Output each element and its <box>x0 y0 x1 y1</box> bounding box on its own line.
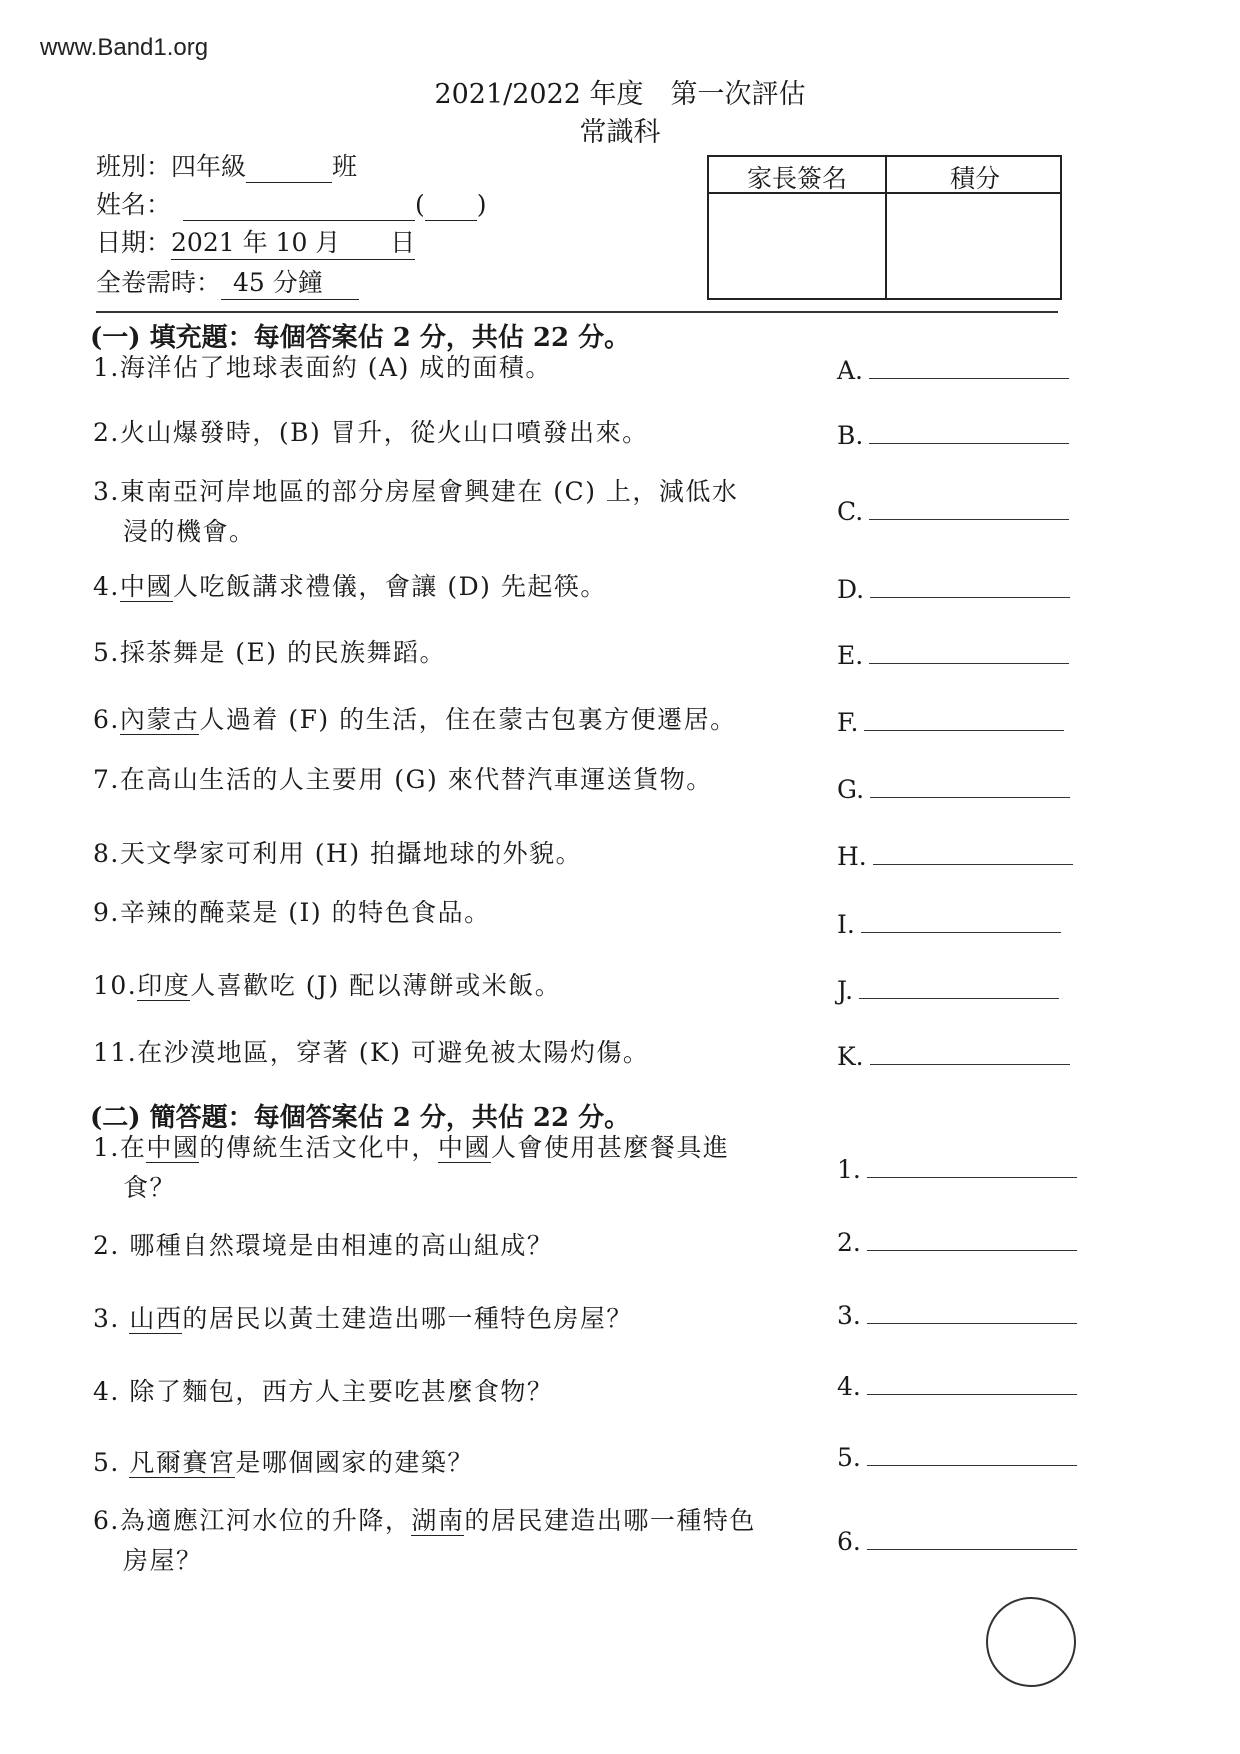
short-question-4: 4. 除了麵包，西方人主要吃甚麼食物？ <box>93 1377 554 1406</box>
fill-question-8: 8.天文學家可利用 (H) 拍攝地球的外貌。 <box>93 839 583 868</box>
score-circle <box>986 1597 1076 1687</box>
subject-title: 常識科 <box>579 117 661 148</box>
name-blank[interactable] <box>183 190 415 221</box>
answer-blank-6[interactable]: 6. <box>837 1527 1077 1556</box>
answer-blank-c[interactable]: C. <box>837 497 1069 526</box>
fill-question-5: 5.採茶舞是 (E) 的民族舞蹈。 <box>93 638 447 667</box>
class-row <box>96 147 357 183</box>
answer-blank-3[interactable]: 3. <box>837 1301 1077 1330</box>
section2-heading: (二) 簡答題：每個答案佔 2 分，共佔 22 分。 <box>90 1103 631 1133</box>
class-number-blank[interactable] <box>425 190 477 221</box>
section1-heading: (一) 填充題：每個答案佔 2 分，共佔 22 分。 <box>90 323 631 353</box>
watermark: www.Band1.org <box>40 34 209 61</box>
answer-blank-4[interactable]: 4. <box>837 1372 1077 1401</box>
name-paren-close: ) <box>476 190 487 219</box>
name-paren-open: ( <box>415 190 425 219</box>
fill-question-3: 3.東南亞河岸地區的部分房屋會興建在 (C) 上，減低水 浸的機會。 <box>93 477 739 546</box>
fill-question-7: 7.在高山生活的人主要用 (G) 來代替汽車運送貨物。 <box>93 765 713 794</box>
short-question-1: 1.在中國的傳統生活文化中，中國人會使用甚麼餐具進 食？ <box>93 1133 730 1202</box>
answer-blank-g[interactable]: G. <box>837 775 1070 804</box>
name-label: 姓名： <box>96 190 172 219</box>
answer-blank-i[interactable]: I. <box>837 910 1061 939</box>
fill-question-2: 2.火山爆發時，(B) 冒升，從火山口噴發出來。 <box>93 418 649 447</box>
date-row <box>96 223 415 260</box>
answer-blank-a[interactable]: A. <box>837 356 1069 385</box>
answer-blank-2[interactable]: 2. <box>837 1228 1077 1257</box>
name-row <box>96 185 487 221</box>
answer-blank-1[interactable]: 1. <box>837 1155 1077 1184</box>
fill-question-9: 9.辛辣的醃菜是 (I) 的特色食品。 <box>93 898 491 927</box>
parent-signature-header: 家長簽名 <box>746 164 847 193</box>
date-value: 2021 年 10 月 日 <box>171 223 415 260</box>
class-blank[interactable] <box>246 152 332 183</box>
short-question-5: 5. 凡爾賽宮是哪個國家的建築？ <box>93 1448 474 1477</box>
fill-question-1: 1.海洋佔了地球表面約 (A) 成的面積。 <box>93 353 552 382</box>
answer-blank-d[interactable]: D. <box>837 575 1070 604</box>
answer-blank-e[interactable]: E. <box>837 641 1069 670</box>
short-question-3: 3. 山西的居民以黃土建造出哪一種特色房屋？ <box>93 1304 633 1333</box>
signature-score-box <box>707 155 1062 300</box>
page-title: 2021/2022 年度 第一次評估 <box>434 79 806 110</box>
fill-question-4: 4.中國人吃飯講求禮儀，會讓 (D) 先起筷。 <box>93 572 607 601</box>
time-label: 全卷需時： <box>96 268 222 297</box>
short-question-2: 2. 哪種自然環境是由相連的高山組成？ <box>93 1231 554 1260</box>
answer-blank-5[interactable]: 5. <box>837 1443 1077 1472</box>
fill-question-6: 6.內蒙古人過着 (F) 的生活，住在蒙古包裏方便遷居。 <box>93 705 737 734</box>
time-value: 45 分鐘 <box>221 263 359 300</box>
header-divider <box>96 311 1058 313</box>
answer-blank-j[interactable]: J. <box>837 976 1059 1005</box>
short-question-6: 6.為適應江河水位的升降，湖南的居民建造出哪一種特色 房屋？ <box>93 1506 756 1575</box>
answer-blank-b[interactable]: B. <box>837 421 1069 450</box>
class-label: 班別：四年級 <box>96 152 247 181</box>
answer-blank-f[interactable]: F. <box>837 708 1064 737</box>
answer-blank-k[interactable]: K. <box>837 1042 1070 1071</box>
date-label: 日期： <box>96 228 172 257</box>
score-header: 積分 <box>949 164 1000 193</box>
time-row <box>96 263 359 300</box>
answer-blank-h[interactable]: H. <box>837 842 1073 871</box>
fill-question-10: 10.印度人喜歡吃 (J) 配以薄餅或米飯。 <box>93 971 562 1000</box>
fill-question-11: 11.在沙漠地區，穿著 (K) 可避免被太陽灼傷。 <box>93 1038 650 1067</box>
class-suffix: 班 <box>332 152 358 181</box>
